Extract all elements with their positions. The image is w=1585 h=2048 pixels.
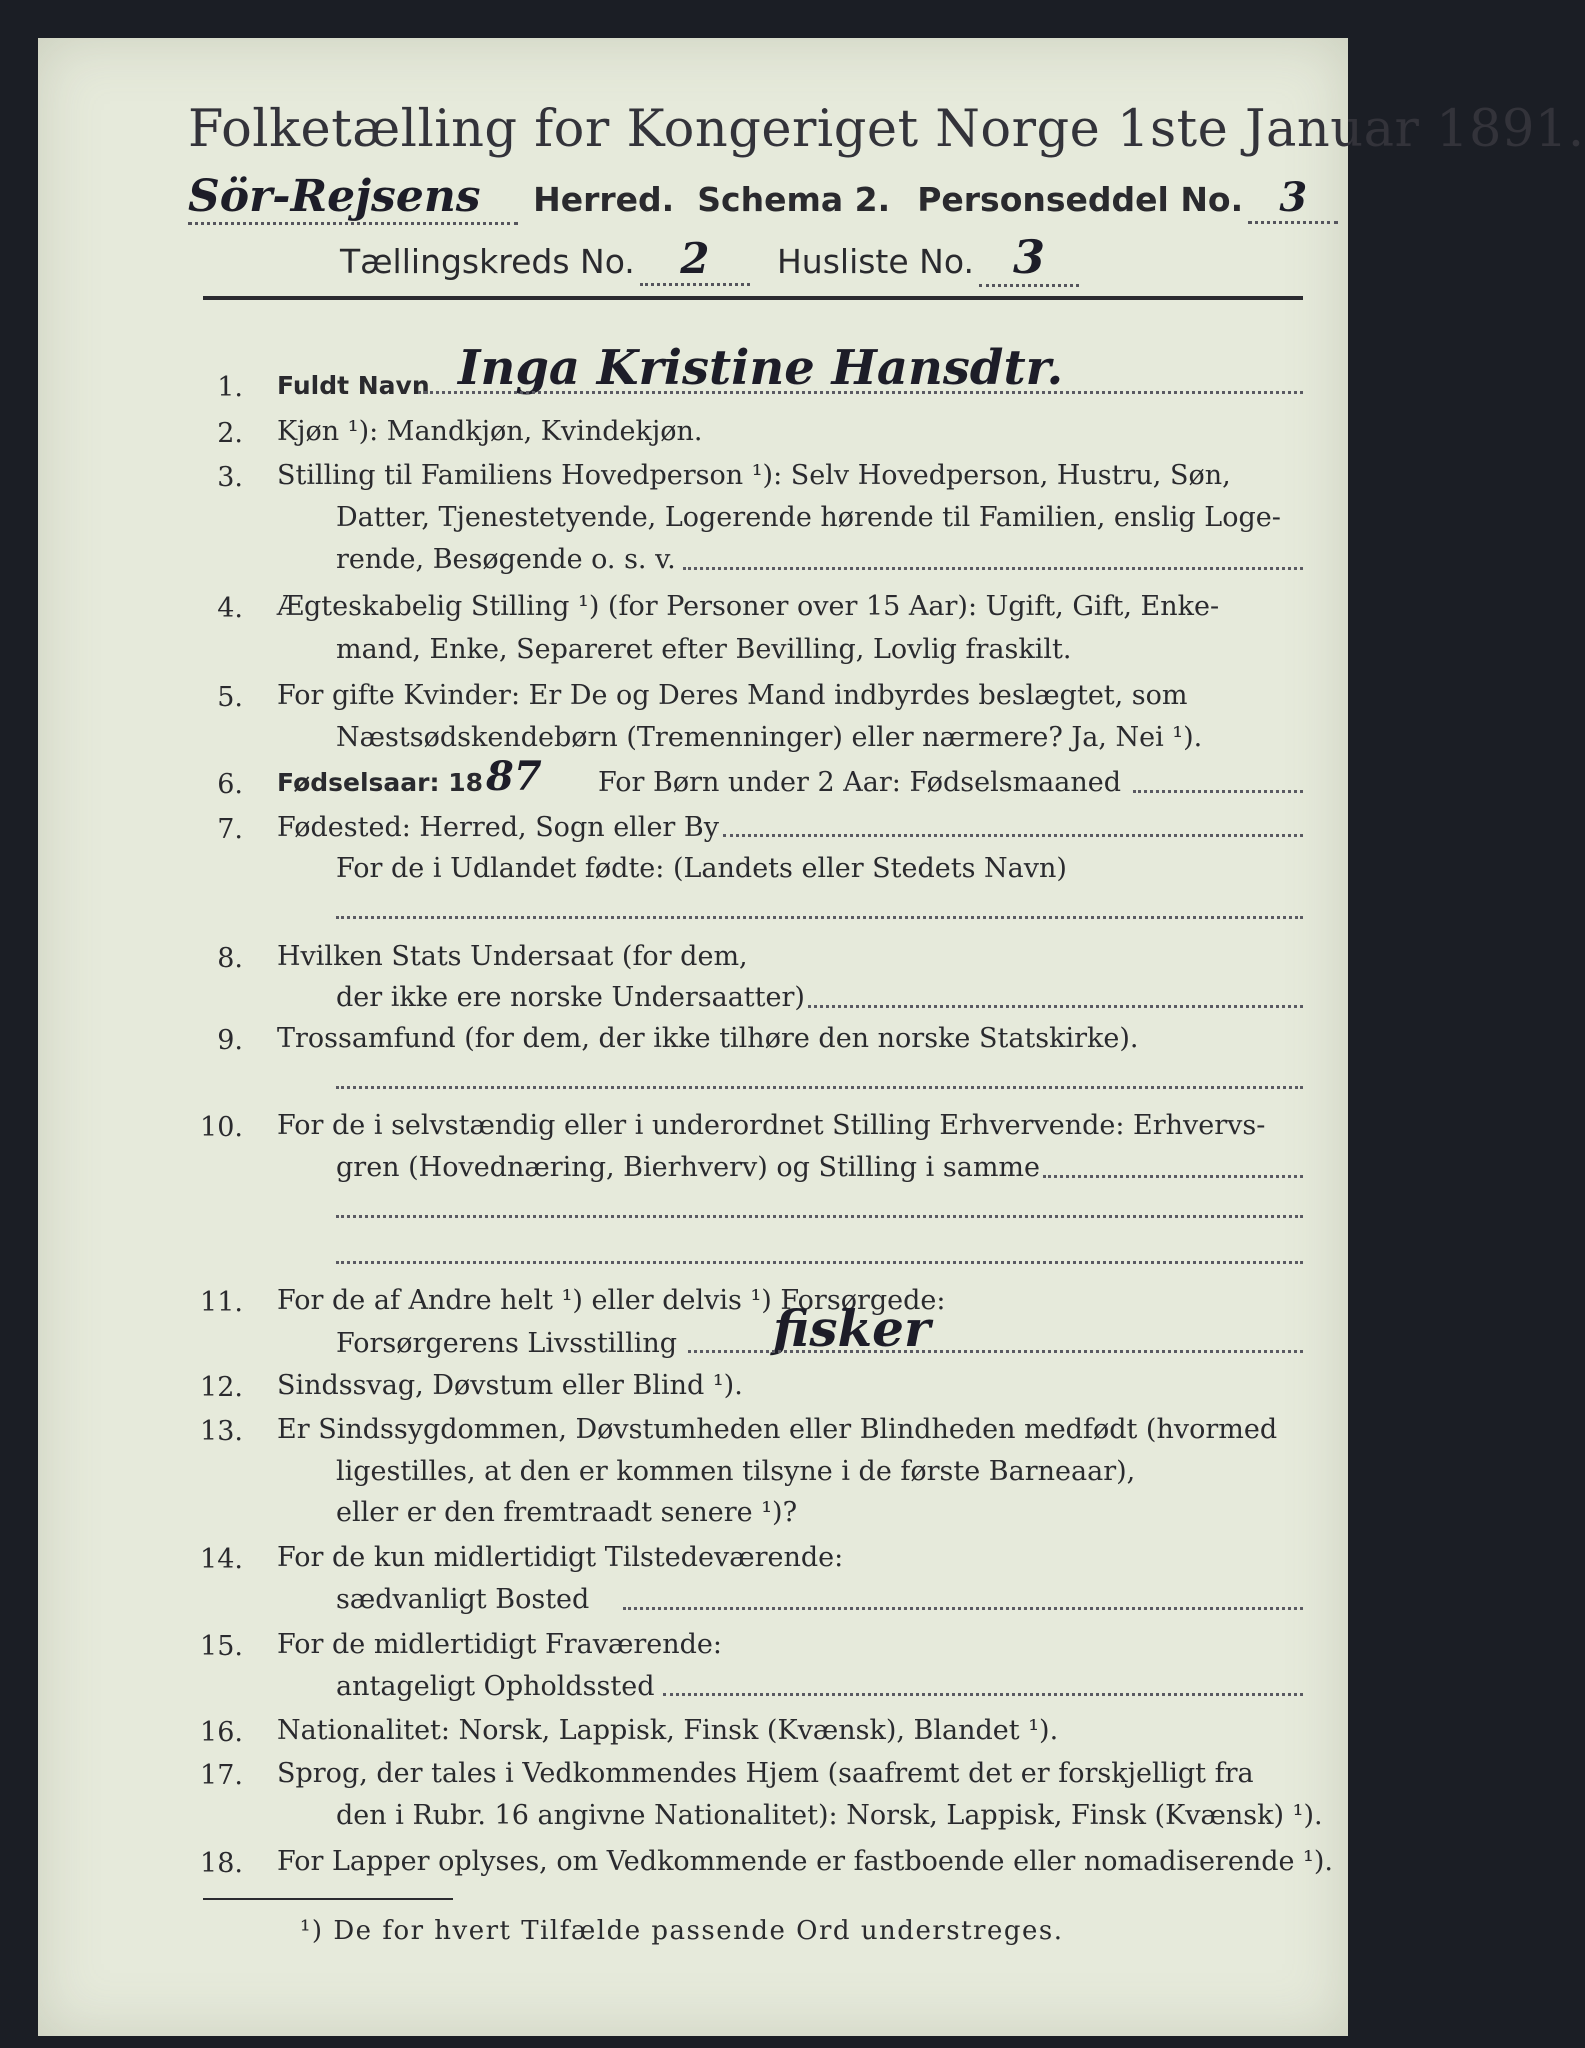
q15-dotline <box>663 1693 1303 1696</box>
q1-answer-name: Inga Kristine Hansdtr. <box>458 339 1064 396</box>
q9-number: 9. <box>217 1025 243 1057</box>
q6-answer-year: 87 <box>486 752 542 800</box>
q3-number: 3. <box>217 461 243 493</box>
q13-number: 13. <box>200 1415 243 1447</box>
q5-line-2: Næstsødskendebørn (Tremenninger) eller nærmere? Ja, Nei ¹). <box>336 722 1203 754</box>
herred-label: Herred. <box>533 180 675 219</box>
q8-line-1: Hvilken Stats Undersaat (for dem, <box>277 940 748 972</box>
q14-line-2: sædvanligt Bosted <box>336 1583 590 1615</box>
q11-dotline <box>688 1350 1303 1353</box>
q15-number: 15. <box>200 1630 243 1662</box>
q7-line-1: Fødested: Herred, Sogn eller By <box>277 811 720 843</box>
q14-dotline <box>623 1607 1303 1610</box>
q11-answer-occupation: fisker <box>773 1299 931 1359</box>
q10-number: 10. <box>200 1112 243 1143</box>
q3-line-3: rende, Besøgende o. s. v. <box>336 544 676 576</box>
husliste-label: Husliste No. <box>776 242 974 281</box>
q4-line-1: Ægteskabelig Stilling ¹) (for Personer over 15 Aar): Ugift, Gift, Enke- <box>277 591 1220 623</box>
q6-birthmonth-label: For Børn under 2 Aar: Fødselsmaaned <box>598 766 1122 798</box>
q8-number: 8. <box>217 942 243 974</box>
q1-number: 1. <box>217 372 243 404</box>
q17-line-2: den i Rubr. 16 angivne Nationalitet): Norsk, Lappisk, Finsk (Kvænsk) ¹). <box>336 1799 1323 1831</box>
q7-number: 7. <box>217 813 243 845</box>
q10-dotline-2 <box>336 1215 1303 1218</box>
q5-line-1: For gifte Kvinder: Er De og Deres Mand indbyrdes beslægtet, som <box>277 680 1188 711</box>
q14-line-1: For de kun midlertidigt Tilstedeværende: <box>277 1541 844 1573</box>
q7-dotline-1 <box>723 834 1303 837</box>
q13-line-2: ligestilles, at den er kommen tilsyne i de første Barneaar), <box>336 1455 1136 1487</box>
q4-line-2: mand, Enke, Separeret efter Bevilling, Lovlig fraskilt. <box>336 633 1072 665</box>
q3-line-1: Stilling til Familiens Hovedperson ¹): Selv Hovedperson, Hustru, Søn, <box>277 459 1231 491</box>
q3-dotline <box>683 567 1303 570</box>
q17-line-1: Sprog, der tales i Vedkommendes Hjem (saafremt det er forskjelligt fra <box>277 1757 1254 1789</box>
q6-dotline <box>1133 790 1303 793</box>
personseddel-label: Personseddel No. <box>917 180 1244 219</box>
q18-number: 18. <box>200 1847 243 1879</box>
header-row-2 <box>340 230 1079 287</box>
q4-number: 4. <box>217 593 243 625</box>
footnote: ¹) De for hvert Tilfælde passende Ord understreges. <box>300 1915 1064 1946</box>
municipality-handwritten: Sör-Rejsens <box>188 171 518 225</box>
personseddel-number: 3 <box>1248 174 1338 224</box>
footnote-divider <box>203 1898 453 1900</box>
q13-line-1: Er Sindssygdommen, Døvstumheden eller Blindheden medfødt (hvormed <box>277 1413 1278 1445</box>
q12-number: 12. <box>200 1371 243 1403</box>
q10-line-1: For de i selvstændig eller i underordnet Stilling Erhvervende: Erhvervs- <box>277 1110 1266 1141</box>
q6-birthyear-label: Fødselsaar: 18 <box>277 767 483 797</box>
q8-line-2: der ikke ere norske Undersaatter) <box>336 981 805 1013</box>
q7-dotline-2 <box>336 916 1303 919</box>
form-title: Folketælling for Kongeriget Norge 1ste Januar 1891. <box>188 100 1585 159</box>
header-row-1 <box>188 171 1338 225</box>
header-divider <box>203 296 1303 300</box>
q12-text: Sindssvag, Døvstum eller Blind ¹). <box>277 1369 743 1401</box>
census-form-sheet <box>38 38 1585 2036</box>
q16-text: Nationalitet: Norsk, Lappisk, Finsk (Kvænsk), Blandet ¹). <box>277 1715 1059 1747</box>
q3-line-2: Datter, Tjenestetyende, Logerende hørende til Familien, enslig Loge- <box>336 501 1281 533</box>
husliste-number: 3 <box>979 230 1079 287</box>
q14-number: 14. <box>200 1543 243 1575</box>
q1-text: Fuldt Navn <box>277 371 430 401</box>
q10-dotline-1 <box>1043 1175 1303 1178</box>
q16-number: 16. <box>200 1717 243 1749</box>
q11-line-2: Forsørgerens Livsstilling <box>336 1327 678 1359</box>
q8-dotline <box>808 1005 1303 1008</box>
q9-text: Trossamfund (for dem, der ikke tilhøre den norske Statskirke). <box>277 1023 1139 1055</box>
q15-line-2: antageligt Opholdssted <box>336 1670 655 1702</box>
q5-number: 5. <box>217 682 243 713</box>
schema-label: Schema 2. <box>697 180 891 219</box>
q17-number: 17. <box>200 1759 243 1791</box>
tk-label: Tællingskreds No. <box>340 242 635 281</box>
q10-dotline-3 <box>336 1261 1303 1264</box>
q11-number: 11. <box>200 1286 243 1318</box>
tk-number: 2 <box>640 234 750 286</box>
q9-dotline <box>336 1086 1303 1089</box>
q18-text: For Lapper oplyses, om Vedkommende er fastboende eller nomadiserende ¹). <box>277 1845 1333 1877</box>
q1-dotline <box>418 391 1303 394</box>
q2-number: 2. <box>217 417 243 449</box>
q6-number: 6. <box>217 768 243 800</box>
q11-line-1: For de af Andre helt ¹) eller delvis ¹) Forsørgede: <box>277 1284 946 1316</box>
q7-line-2: For de i Udlandet fødte: (Landets eller Stedets Navn) <box>336 852 1067 884</box>
q10-line-2: gren (Hovednæring, Bierhverv) og Stilling i samme <box>336 1152 1041 1184</box>
q2-text: Kjøn ¹): Mandkjøn, Kvindekjøn. <box>277 415 703 447</box>
q15-line-1: For de midlertidigt Fraværende: <box>277 1628 723 1660</box>
q13-line-3: eller er den fremtraadt senere ¹)? <box>336 1497 798 1528</box>
